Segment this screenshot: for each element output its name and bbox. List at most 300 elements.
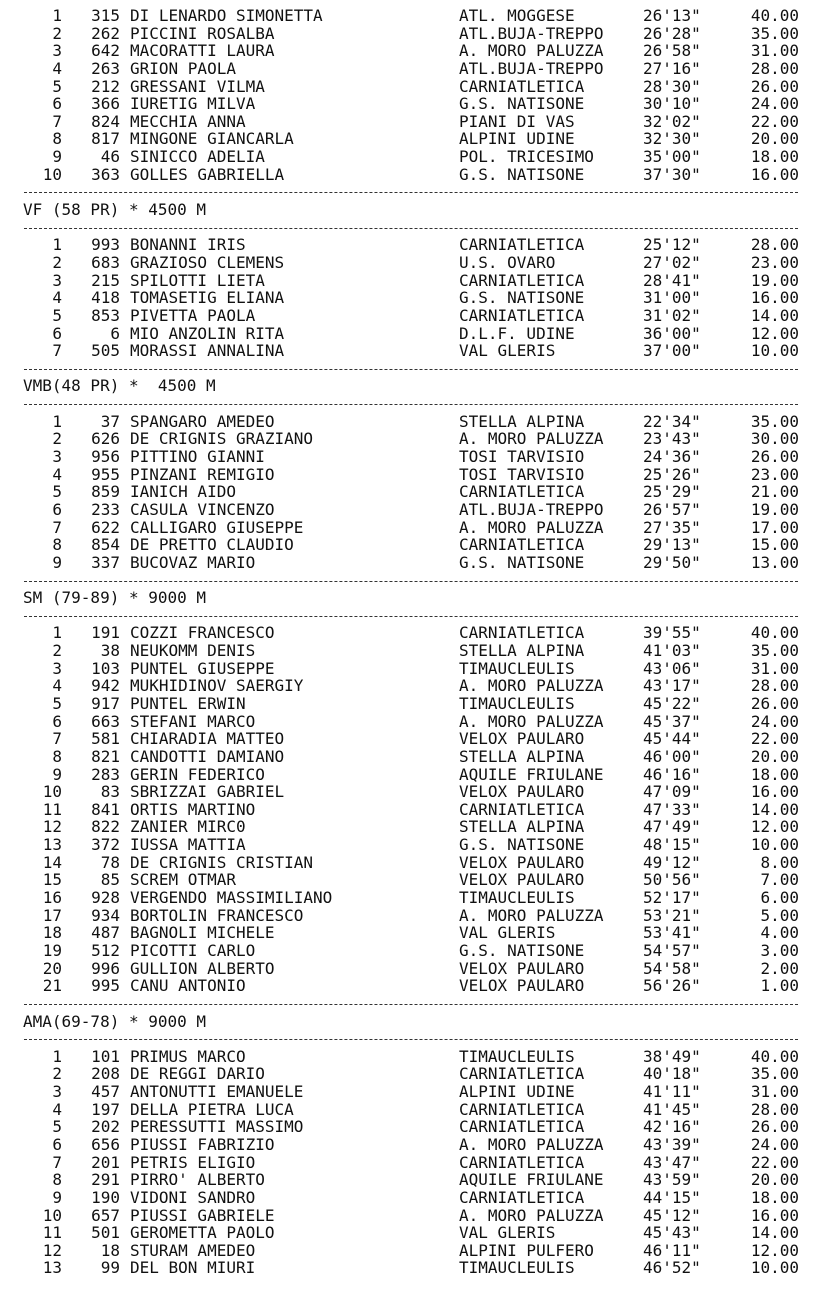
- bib-number: 824: [91, 111, 120, 131]
- athlete-name: PIRRO' ALBERTO: [130, 1170, 265, 1190]
- position: 14: [42, 852, 62, 872]
- points: 1.00: [760, 976, 799, 996]
- points: 10.00: [750, 1258, 799, 1278]
- position: 1: [52, 235, 62, 255]
- position: 9: [52, 1187, 62, 1207]
- bib-number: 197: [91, 1099, 120, 1119]
- position: 10: [42, 782, 62, 802]
- result-row: [0, 642, 820, 660]
- position: 17: [42, 905, 62, 925]
- position: 6: [52, 323, 62, 343]
- club-name: STELLA ALPINA: [459, 817, 585, 837]
- club-name: A. MORO PALUZZA: [459, 429, 604, 449]
- club-name: CARNIATLETICA: [459, 482, 585, 502]
- position: 4: [52, 58, 62, 78]
- finish-time: 38'49": [643, 1046, 701, 1066]
- result-row: [0, 289, 820, 307]
- position: 3: [52, 658, 62, 678]
- result-row: [0, 960, 820, 978]
- finish-time: 43'59": [643, 1170, 701, 1190]
- position: 3: [52, 447, 62, 467]
- athlete-name: CHIARADIA MATTEO: [130, 729, 285, 749]
- finish-time: 48'15": [643, 835, 701, 855]
- position: 1: [52, 411, 62, 431]
- position: 5: [52, 482, 62, 502]
- result-row: [0, 871, 820, 889]
- bib-number: 854: [91, 535, 120, 555]
- result-row: [0, 483, 820, 501]
- position: 2: [52, 641, 62, 661]
- club-name: VELOX PAULARO: [459, 976, 585, 996]
- finish-time: 27'16": [643, 58, 701, 78]
- result-row: [0, 325, 820, 343]
- club-name: G.S. NATISONE: [459, 164, 585, 184]
- finish-time: 24'36": [643, 447, 701, 467]
- finish-time: 43'06": [643, 658, 701, 678]
- points: 30.00: [750, 429, 799, 449]
- bib-number: 821: [91, 746, 120, 766]
- finish-time: 32'30": [643, 129, 701, 149]
- points: 35.00: [750, 641, 799, 661]
- position: 7: [52, 729, 62, 749]
- athlete-name: MIO ANZOLIN RITA: [130, 323, 285, 343]
- result-row: [0, 60, 820, 78]
- points: 28.00: [750, 676, 799, 696]
- points: 24.00: [750, 94, 799, 114]
- finish-time: 25'26": [643, 464, 701, 484]
- finish-time: 47'49": [643, 817, 701, 837]
- athlete-name: DE CRIGNIS GRAZIANO: [130, 429, 314, 449]
- club-name: VELOX PAULARO: [459, 852, 585, 872]
- finish-time: 30'10": [643, 94, 701, 114]
- points: 26.00: [750, 1117, 799, 1137]
- finish-time: 53'21": [643, 905, 701, 925]
- finish-time: 41'11": [643, 1082, 701, 1102]
- finish-time: 46'11": [643, 1240, 701, 1260]
- finish-time: 56'26": [643, 976, 701, 996]
- finish-time: 40'18": [643, 1064, 701, 1084]
- points: 14.00: [750, 1223, 799, 1243]
- club-name: CARNIATLETICA: [459, 76, 585, 96]
- result-row: [0, 78, 820, 96]
- result-row: [0, 836, 820, 854]
- athlete-name: NEUKOMM DENIS: [130, 641, 256, 661]
- finish-time: 54'57": [643, 940, 701, 960]
- bib-number: 46: [100, 147, 120, 167]
- result-row: [0, 25, 820, 43]
- athlete-name: MACORATTI LAURA: [130, 41, 275, 61]
- points: 22.00: [750, 111, 799, 131]
- club-name: CARNIATLETICA: [459, 799, 585, 819]
- athlete-name: CASULA VINCENZO: [130, 499, 275, 519]
- bib-number: 642: [91, 41, 120, 61]
- bib-number: 18: [100, 1240, 120, 1260]
- position: 4: [52, 288, 62, 308]
- points: 5.00: [760, 905, 799, 925]
- finish-time: 27'02": [643, 252, 701, 272]
- bib-number: 190: [91, 1187, 120, 1207]
- result-row: [0, 1171, 820, 1189]
- club-name: A. MORO PALUZZA: [459, 711, 604, 731]
- result-row: [0, 854, 820, 872]
- position: 11: [42, 1223, 62, 1243]
- result-row: [0, 166, 820, 184]
- athlete-name: CANU ANTONIO: [130, 976, 246, 996]
- club-name: CARNIATLETICA: [459, 1152, 585, 1172]
- athlete-name: GRAZIOSO CLEMENS: [130, 252, 285, 272]
- points: 23.00: [750, 252, 799, 272]
- points: 12.00: [750, 323, 799, 343]
- points: 26.00: [750, 447, 799, 467]
- club-name: ATL.BUJA-TREPPO: [459, 58, 604, 78]
- points: 10.00: [750, 341, 799, 361]
- club-name: AQUILE FRIULANE: [459, 1170, 604, 1190]
- position: 7: [52, 517, 62, 537]
- points: 16.00: [750, 782, 799, 802]
- finish-time: 26'28": [643, 23, 701, 43]
- bib-number: 363: [91, 164, 120, 184]
- bib-number: 37: [100, 411, 120, 431]
- athlete-name: MORASSI ANNALINA: [130, 341, 285, 361]
- points: 24.00: [750, 1135, 799, 1154]
- result-row: [0, 148, 820, 166]
- club-name: ATL.BUJA-TREPPO: [459, 499, 604, 519]
- athlete-name: DE REGGI DARIO: [130, 1064, 265, 1084]
- points: 15.00: [750, 535, 799, 555]
- club-name: TIMAUCLEULIS: [459, 1046, 575, 1066]
- athlete-name: VERGENDO MASSIMILIANO: [130, 888, 333, 908]
- club-name: A. MORO PALUZZA: [459, 905, 604, 925]
- athlete-name: CALLIGARO GIUSEPPE: [130, 517, 304, 537]
- bib-number: 853: [91, 305, 120, 325]
- points: 31.00: [750, 41, 799, 61]
- position: 4: [52, 464, 62, 484]
- position: 11: [42, 799, 62, 819]
- position: 7: [52, 341, 62, 361]
- bib-number: 315: [91, 6, 120, 25]
- result-row: [0, 730, 820, 748]
- club-name: ATL. MOGGESE: [459, 6, 575, 25]
- result-row: [0, 624, 820, 642]
- athlete-name: PUNTEL ERWIN: [130, 693, 246, 713]
- points: 21.00: [750, 482, 799, 502]
- club-name: VELOX PAULARO: [459, 870, 585, 890]
- position: 15: [42, 870, 62, 890]
- points: 10.00: [750, 835, 799, 855]
- bib-number: 208: [91, 1064, 120, 1084]
- athlete-name: PICCINI ROSALBA: [130, 23, 275, 43]
- athlete-name: PIUSSI FABRIZIO: [130, 1135, 275, 1154]
- bib-number: 657: [91, 1205, 120, 1225]
- bib-number: 291: [91, 1170, 120, 1190]
- position: 8: [52, 129, 62, 149]
- bib-number: 663: [91, 711, 120, 731]
- finish-time: 26'13": [643, 6, 701, 25]
- points: 31.00: [750, 1082, 799, 1102]
- bib-number: 372: [91, 835, 120, 855]
- athlete-name: GEROMETTA PAOLO: [130, 1223, 275, 1243]
- club-name: CARNIATLETICA: [459, 1187, 585, 1207]
- result-row: [0, 889, 820, 907]
- result-row: [0, 1083, 820, 1101]
- result-row: [0, 501, 820, 519]
- finish-time: 53'41": [643, 923, 701, 943]
- club-name: CARNIATLETICA: [459, 623, 585, 643]
- points: 20.00: [750, 746, 799, 766]
- club-name: CARNIATLETICA: [459, 1117, 585, 1137]
- points: 16.00: [750, 1205, 799, 1225]
- club-name: VAL GLERIS: [459, 341, 556, 361]
- club-name: POL. TRICESIMO: [459, 147, 594, 167]
- athlete-name: PICOTTI CARLO: [130, 940, 256, 960]
- club-name: CARNIATLETICA: [459, 1099, 585, 1119]
- result-row: [0, 130, 820, 148]
- bib-number: 817: [91, 129, 120, 149]
- position: 1: [52, 6, 62, 25]
- points: 35.00: [750, 1064, 799, 1084]
- club-name: VAL GLERIS: [459, 1223, 556, 1243]
- bib-number: 101: [91, 1046, 120, 1066]
- club-name: G.S. NATISONE: [459, 94, 585, 114]
- finish-time: 46'00": [643, 746, 701, 766]
- finish-time: 45'22": [643, 693, 701, 713]
- club-name: U.S. OVARO: [459, 252, 556, 272]
- category-heading: [0, 1013, 820, 1031]
- bib-number: 201: [91, 1152, 120, 1172]
- points: 18.00: [750, 1187, 799, 1207]
- section-divider: [0, 995, 820, 1013]
- points: 31.00: [750, 658, 799, 678]
- athlete-name: MECCHIA ANNA: [130, 111, 246, 131]
- position: 8: [52, 535, 62, 555]
- finish-time: 25'12": [643, 235, 701, 255]
- club-name: VELOX PAULARO: [459, 958, 585, 978]
- result-row: [0, 660, 820, 678]
- club-name: TIMAUCLEULIS: [459, 888, 575, 908]
- heading-divider: [0, 607, 820, 625]
- club-name: VAL GLERIS: [459, 923, 556, 943]
- bib-number: 656: [91, 1135, 120, 1154]
- position: 13: [42, 835, 62, 855]
- position: 6: [52, 1135, 62, 1154]
- finish-time: 44'15": [643, 1187, 701, 1207]
- result-row: [0, 783, 820, 801]
- finish-time: 43'39": [643, 1135, 701, 1154]
- heading-divider: [0, 395, 820, 413]
- position: 3: [52, 41, 62, 61]
- result-row: [0, 1259, 820, 1277]
- points: 14.00: [750, 799, 799, 819]
- bib-number: 38: [100, 641, 120, 661]
- club-name: STELLA ALPINA: [459, 641, 585, 661]
- club-name: A. MORO PALUZZA: [459, 41, 604, 61]
- result-row: [0, 924, 820, 942]
- finish-time: 26'57": [643, 499, 701, 519]
- finish-time: 37'30": [643, 164, 701, 184]
- points: 12.00: [750, 817, 799, 837]
- result-row: [0, 413, 820, 431]
- position: 12: [42, 1240, 62, 1260]
- points: 28.00: [750, 58, 799, 78]
- athlete-name: IUSSA MATTIA: [130, 835, 246, 855]
- bib-number: 262: [91, 23, 120, 43]
- bib-number: 283: [91, 764, 120, 784]
- bib-number: 487: [91, 923, 120, 943]
- position: 8: [52, 1170, 62, 1190]
- club-name: CARNIATLETICA: [459, 270, 585, 290]
- result-row: [0, 519, 820, 537]
- result-row: [0, 1224, 820, 1242]
- category-heading: [0, 589, 820, 607]
- position: 9: [52, 764, 62, 784]
- points: 18.00: [750, 147, 799, 167]
- finish-time: 25'29": [643, 482, 701, 502]
- athlete-name: TOMASETIG ELIANA: [130, 288, 285, 308]
- bib-number: 955: [91, 464, 120, 484]
- result-row: [0, 801, 820, 819]
- position: 5: [52, 693, 62, 713]
- bib-number: 956: [91, 447, 120, 467]
- result-row: [0, 942, 820, 960]
- club-name: A. MORO PALUZZA: [459, 517, 604, 537]
- bib-number: 505: [91, 341, 120, 361]
- points: 2.00: [760, 958, 799, 978]
- bib-number: 233: [91, 499, 120, 519]
- finish-time: 47'09": [643, 782, 701, 802]
- finish-time: 28'30": [643, 76, 701, 96]
- points: 19.00: [750, 270, 799, 290]
- club-name: G.S. NATISONE: [459, 835, 585, 855]
- bib-number: 859: [91, 482, 120, 502]
- position: 20: [42, 958, 62, 978]
- bib-number: 928: [91, 888, 120, 908]
- athlete-name: BORTOLIN FRANCESCO: [130, 905, 304, 925]
- position: 2: [52, 429, 62, 449]
- points: 19.00: [750, 499, 799, 519]
- position: 12: [42, 817, 62, 837]
- result-row: [0, 448, 820, 466]
- bib-number: 99: [100, 1258, 120, 1278]
- bib-number: 85: [100, 870, 120, 890]
- category-heading: [0, 201, 820, 219]
- athlete-name: DE CRIGNIS CRISTIAN: [130, 852, 314, 872]
- finish-time: 47'33": [643, 799, 701, 819]
- club-name: G.S. NATISONE: [459, 552, 585, 572]
- bib-number: 626: [91, 429, 120, 449]
- club-name: STELLA ALPINA: [459, 411, 585, 431]
- club-name: CARNIATLETICA: [459, 1064, 585, 1084]
- bib-number: 622: [91, 517, 120, 537]
- club-name: TOSI TARVISIO: [459, 464, 585, 484]
- section-divider: [0, 360, 820, 378]
- points: 40.00: [750, 623, 799, 643]
- finish-time: 50'56": [643, 870, 701, 890]
- finish-time: 32'02": [643, 111, 701, 131]
- finish-time: 36'00": [643, 323, 701, 343]
- position: 13: [42, 1258, 62, 1278]
- athlete-name: CANDOTTI DAMIANO: [130, 746, 285, 766]
- bib-number: 212: [91, 76, 120, 96]
- club-name: STELLA ALPINA: [459, 746, 585, 766]
- athlete-name: SBRIZZAI GABRIEL: [130, 782, 285, 802]
- athlete-name: GRESSANI VILMA: [130, 76, 265, 96]
- bib-number: 993: [91, 235, 120, 255]
- finish-time: 46'52": [643, 1258, 701, 1278]
- finish-time: 49'12": [643, 852, 701, 872]
- club-name: G.S. NATISONE: [459, 940, 585, 960]
- position: 5: [52, 1117, 62, 1137]
- finish-time: 54'58": [643, 958, 701, 978]
- finish-time: 43'47": [643, 1152, 701, 1172]
- bib-number: 942: [91, 676, 120, 696]
- position: 4: [52, 1099, 62, 1119]
- athlete-name: DE PRETTO CLAUDIO: [130, 535, 294, 555]
- category-heading-text: VF (58 PR) * 4500 M: [23, 200, 207, 220]
- bib-number: 512: [91, 940, 120, 960]
- result-row: [0, 536, 820, 554]
- points: 26.00: [750, 693, 799, 713]
- club-name: VELOX PAULARO: [459, 729, 585, 749]
- finish-time: 28'41": [643, 270, 701, 290]
- points: 24.00: [750, 711, 799, 731]
- athlete-name: MUKHIDINOV SAERGIY: [130, 676, 304, 696]
- result-row: [0, 254, 820, 272]
- athlete-name: SPILOTTI LIETA: [130, 270, 265, 290]
- position: 10: [42, 1205, 62, 1225]
- athlete-name: PERESSUTTI MASSIMO: [130, 1117, 304, 1137]
- club-name: ALPINI PULFERO: [459, 1240, 594, 1260]
- category-heading: [0, 377, 820, 395]
- athlete-name: SPANGARO AMEDEO: [130, 411, 275, 431]
- section-divider: [0, 572, 820, 590]
- athlete-name: STEFANI MARCO: [130, 711, 256, 731]
- result-row: [0, 713, 820, 731]
- athlete-name: ANTONUTTI EMANUELE: [130, 1082, 304, 1102]
- club-name: AQUILE FRIULANE: [459, 764, 604, 784]
- athlete-name: GOLLES GABRIELLA: [130, 164, 285, 184]
- bib-number: 202: [91, 1117, 120, 1137]
- points: 22.00: [750, 729, 799, 749]
- bib-number: 78: [100, 852, 120, 872]
- result-row: [0, 695, 820, 713]
- result-row: [0, 766, 820, 784]
- club-name: VELOX PAULARO: [459, 782, 585, 802]
- category-heading-text: SM (79-89) * 9000 M: [23, 588, 207, 608]
- points: 4.00: [760, 923, 799, 943]
- points: 8.00: [760, 852, 799, 872]
- points: 35.00: [750, 23, 799, 43]
- result-row: [0, 907, 820, 925]
- result-row: [0, 748, 820, 766]
- club-name: A. MORO PALUZZA: [459, 1135, 604, 1154]
- athlete-name: GERIN FEDERICO: [130, 764, 265, 784]
- heading-divider: [0, 1030, 820, 1048]
- category-heading-text: VMB(48 PR) * 4500 M: [23, 376, 216, 396]
- finish-time: 45'12": [643, 1205, 701, 1225]
- bib-number: 934: [91, 905, 120, 925]
- athlete-name: PIVETTA PAOLA: [130, 305, 256, 325]
- result-row: [0, 818, 820, 836]
- result-row: [0, 95, 820, 113]
- finish-time: 31'00": [643, 288, 701, 308]
- result-row: [0, 1136, 820, 1154]
- points: 16.00: [750, 164, 799, 184]
- athlete-name: PRIMUS MARCO: [130, 1046, 246, 1066]
- result-row: [0, 42, 820, 60]
- points: 20.00: [750, 129, 799, 149]
- position: 4: [52, 676, 62, 696]
- result-row: [0, 1207, 820, 1225]
